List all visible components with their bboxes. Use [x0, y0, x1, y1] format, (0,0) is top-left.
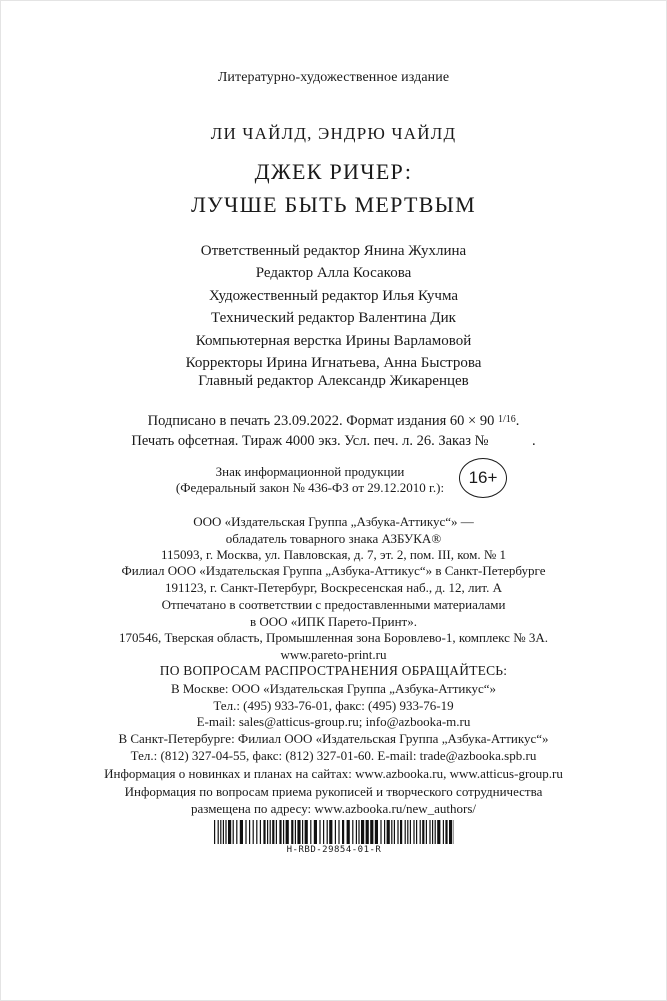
barcode-bar: [220, 820, 221, 844]
barcode-bar: [228, 820, 231, 844]
barcode-bar: [327, 820, 328, 844]
barcode-bar: [305, 820, 308, 844]
barcode-bar: [426, 820, 427, 844]
printer-line: 170546, Тверская область, Промышленная зона Боровлево-1, комплекс № 3А.: [119, 630, 548, 646]
chief-editor: Главный редактор Александр Жикаренцев: [198, 373, 469, 389]
barcode-bar: [410, 820, 411, 844]
book-authors: ЛИ ЧАЙЛД, ЭНДРЮ ЧАЙЛД: [210, 124, 457, 143]
barcode-bar: [279, 820, 281, 844]
moscow-contacts: [0, 681, 667, 731]
manuscripts-info: [0, 784, 667, 817]
barcode-bar: [347, 820, 350, 844]
barcode-bar: [249, 820, 250, 844]
barcode-bar: [260, 820, 261, 844]
barcode-bar: [361, 820, 364, 844]
age-rating-text: [160, 464, 460, 496]
barcode-bar: [335, 820, 336, 844]
credit-line: Корректоры Ирина Игнатьева, Анна Быстрова: [185, 355, 482, 372]
credit-line: Ответственный редактор Янина Жухлина: [200, 243, 467, 259]
printer-line: в ООО «ИПК Парето-Принт».: [249, 613, 417, 629]
barcode-bar: [429, 820, 430, 844]
barcode-bar: [405, 820, 406, 844]
barcode-bar: [384, 820, 385, 844]
barcode-bar: [437, 820, 440, 844]
printer-line: Отпечатано в соответствии с предоставленными материалами: [161, 597, 506, 612]
spb-line: В Санкт-Петербурге: Филиал ООО «Издательская Группа „Азбука-Аттикус“»: [118, 731, 549, 746]
barcode-bar: [358, 820, 359, 844]
barcode-bar: [225, 820, 226, 844]
barcode-bar: [380, 820, 381, 844]
format-fraction: 1/16: [497, 414, 516, 425]
barcode-graphic: [214, 820, 454, 844]
credits-list: [0, 240, 667, 374]
manuscripts-line: Информация по вопросам приема рукописей и творческого сотрудничества: [124, 784, 543, 799]
branch-line: Филиал ООО «Издательская Группа „Азбука-Аттикус“» в Санкт-Петербурге: [121, 563, 546, 578]
printing-line-1-text: Подписано в печать 23.09.2022. Формат издания 60 × 90: [147, 413, 498, 429]
barcode-bar: [272, 820, 274, 844]
barcode-bar: [413, 820, 414, 844]
barcode-bar: [314, 820, 317, 844]
spb-contacts: [0, 731, 667, 764]
barcode-bar: [342, 820, 344, 844]
barcode-bar: [387, 820, 390, 844]
publisher-line: ООО «Издательская Группа „Азбука-Аттикус“» —: [193, 514, 474, 529]
printing-line-1-end: .: [515, 413, 520, 429]
manuscripts-link: размещена по адресу: www.azbooka.ru/new_authors/: [190, 800, 477, 816]
book-title-line-2: ЛУЧШЕ БЫТЬ МЕРТВЫМ: [190, 192, 477, 217]
barcode-bar: [286, 820, 289, 844]
barcode-bar: [291, 820, 293, 844]
barcode-bar: [283, 820, 284, 844]
barcode-bar: [245, 820, 246, 844]
spb-line: Тел.: (812) 327-04-55, факс: (812) 327-01-60. E-mail: trade@azbooka.spb.ru: [130, 747, 537, 763]
moscow-email: E-mail: sales@atticus-group.ru; info@azbooka-m.ru: [196, 714, 471, 730]
barcode-bar: [240, 820, 243, 844]
barcode-bar: [233, 820, 234, 844]
barcode-bar: [223, 820, 224, 844]
book-title-line-1: ДЖЕК РИЧЕР:: [254, 159, 413, 184]
barcode-bar: [443, 820, 444, 844]
barcode-bar: [445, 820, 447, 844]
barcode-bar: [397, 820, 398, 844]
barcode-bar: [302, 820, 303, 844]
publisher-line: 115093, г. Москва, ул. Павловская, д. 7, эт. 2, пом. III, ком. № 1: [160, 547, 507, 563]
printing-details: [0, 410, 667, 451]
branch-info: [0, 563, 667, 596]
barcode-bar: [391, 820, 392, 844]
barcode-bar: [263, 820, 265, 844]
barcode-bar: [407, 820, 408, 844]
branch-line: 191123, г. Санкт-Петербург, Воскресенская наб., д. 12, лит. А: [165, 579, 502, 595]
credit-line: Редактор Алла Косакова: [255, 265, 412, 282]
barcode-bar: [295, 820, 296, 844]
age-rating-block: [0, 456, 667, 504]
barcode-bar: [435, 820, 436, 844]
barcode-bar: [375, 820, 378, 844]
barcode-bar: [218, 820, 219, 844]
barcode-bar: [297, 820, 300, 844]
printer-info: [0, 597, 667, 663]
barcode-bar: [319, 820, 320, 844]
barcode-bar: [352, 820, 353, 844]
news-info: Информация о новинках и планах на сайтах: www.azbooka.ru, www.atticus-group.ru: [104, 766, 563, 781]
barcode-bar: [400, 820, 402, 844]
age-rating-line-1: Знак информационной продукции: [215, 464, 405, 479]
printing-line-2: Печать офсетная. Тираж 4000 экз. Усл. печ. л. 26. Заказ № .: [131, 433, 536, 449]
barcode-bar: [214, 820, 215, 844]
publisher-info: [0, 514, 667, 564]
credit-line: Компьютерная верстка Ирины Варламовой: [195, 332, 472, 349]
barcode-bar: [356, 820, 357, 844]
edition-type: Литературно-художественное издание: [217, 70, 450, 85]
barcode-bar: [329, 820, 332, 844]
moscow-line: Тел.: (495) 933-76-01, факс: (495) 933-76-19: [213, 697, 454, 713]
barcode-bar: [416, 820, 417, 844]
distribution-heading: ПО ВОПРОСАМ РАСПРОСТРАНЕНИЯ ОБРАЩАЙТЕСЬ:: [159, 663, 508, 678]
barcode-bar: [366, 820, 369, 844]
barcode-bar: [338, 820, 339, 844]
barcode-bar: [253, 820, 254, 844]
moscow-line: В Москве: ООО «Издательская Группа „Азбука-Аттикус“»: [170, 681, 497, 696]
barcode-bar: [449, 820, 452, 844]
barcode-bar: [422, 820, 424, 844]
barcode-code: H-RBD-29854-01-R: [286, 845, 382, 855]
printing-line-1: [0, 410, 667, 431]
barcode-bar: [256, 820, 257, 844]
credit-line: Художественный редактор Илья Кучма: [208, 287, 459, 304]
publisher-line: обладатель товарного знака АЗБУКА®: [225, 530, 442, 546]
age-rating-line-2: (Федеральный закон № 436-ФЗ от 29.12.2010 г.):: [175, 480, 445, 495]
barcode-bar: [432, 820, 433, 844]
credit-line: Технический редактор Валентина Дик: [211, 310, 456, 327]
barcode-bar: [276, 820, 277, 844]
barcode-bar: [323, 820, 324, 844]
barcode-bar: [236, 820, 237, 844]
age-rating-badge: 16+: [459, 458, 507, 498]
barcode-bar: [394, 820, 395, 844]
book-title: [0, 155, 667, 221]
barcode-bar: [310, 820, 311, 844]
barcode-bar: [420, 820, 421, 844]
printer-link: www.pareto-print.ru: [280, 646, 387, 662]
barcode-bar: [370, 820, 373, 844]
barcode-bar: [270, 820, 271, 844]
barcode-bar: [267, 820, 268, 844]
